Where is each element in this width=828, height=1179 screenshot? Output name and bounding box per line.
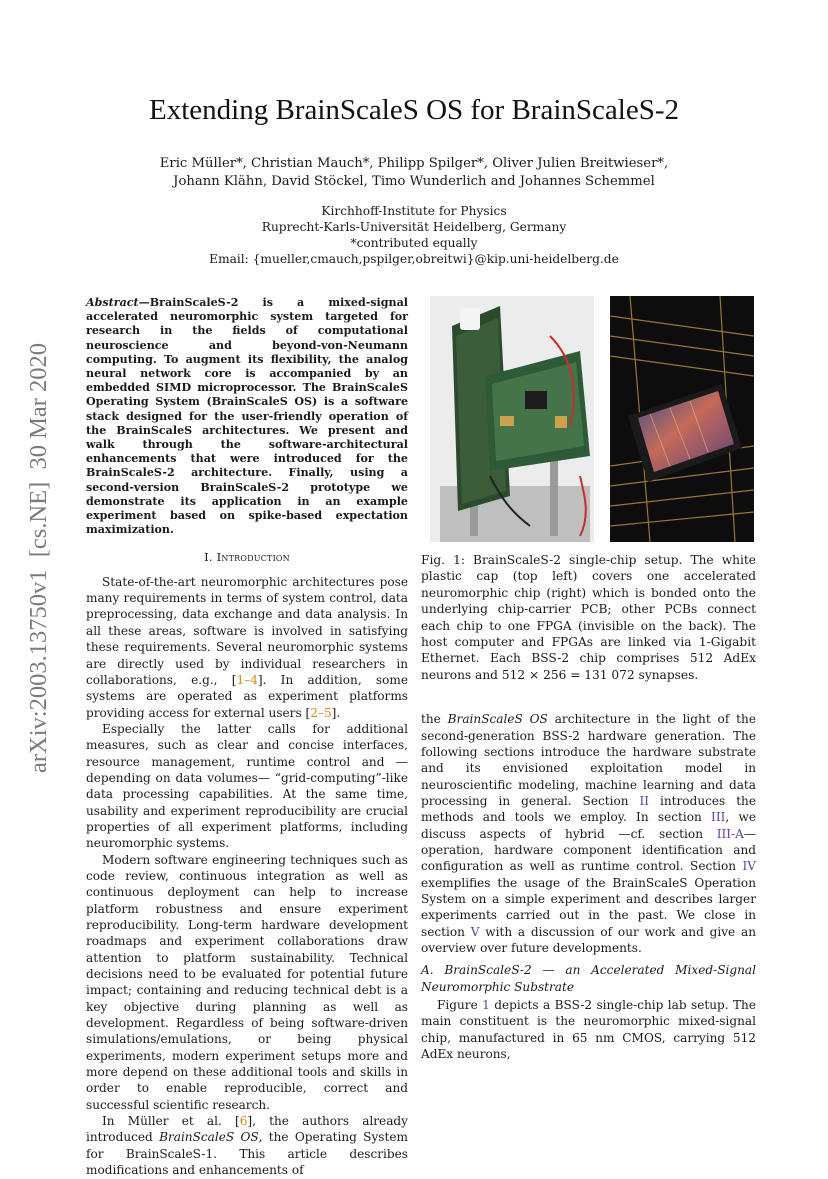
text-run: with a discussion of our work and give an overview over future developments. <box>421 924 756 956</box>
section-link[interactable]: V <box>470 924 480 939</box>
affiliation-university: Ruprecht-Karls-Universität Heidelberg, Germany <box>261 220 567 234</box>
contribution-note: *contributed equally <box>350 236 478 250</box>
text-run: architecture in the light of the second-generation BSS-2 hardware generation. The following sections introduce the hardware substrate and its envisioned exploitation model in neuroscientific modeling, machine learning and data processing in general. Section <box>421 712 756 808</box>
text-run: the <box>421 712 448 727</box>
citation-link[interactable]: 1–4 <box>236 672 258 687</box>
arxiv-stamp <box>16 285 56 775</box>
right-paragraph-1 <box>421 711 756 956</box>
paper-title: Extending BrainScaleS OS for BrainScaleS-2 <box>149 94 679 126</box>
text-run: Figure <box>437 998 483 1013</box>
right-column <box>421 296 756 1062</box>
intro-paragraph-4 <box>86 1113 408 1178</box>
figure-1-caption: Fig. 1: BrainScaleS-2 single-chip setup. The white plastic cap (top left) covers one accelerated neuromorphic chip (right) which is bonded onto the underlying chip-carrier PCB; other PCBs connect each chip to one FPGA (invisible on the back). The host computer and FPGAs are linked via 1-Gigabit Ethernet. Each BSS-2 chip comprises 512 AdEx neurons and 512 × 256 = 131 072 synapses. <box>421 553 756 682</box>
contact-email: Email: {mueller,cmauch,pspilger,obreitwi}@kip.uni-heidelberg.de <box>209 252 619 266</box>
text-run: ], the authors already introduced <box>86 1114 408 1145</box>
section-link[interactable]: II <box>639 793 650 808</box>
right-paragraph-2 <box>421 997 756 1062</box>
text-run: In Müller et al. [ <box>102 1114 240 1129</box>
text-run: exemplifies the usage of the BrainScaleS Operation System on a simple experiment and describes larger experiments carried out in the past. We close in section <box>421 875 756 939</box>
text-run-italic: BrainScaleS OS <box>447 712 548 727</box>
section-link[interactable]: III <box>711 810 726 825</box>
text-run: , we discuss aspects of hybrid —cf. section <box>421 810 756 841</box>
text-run: ]. <box>331 705 341 720</box>
left-column <box>86 296 408 1179</box>
abstract-label: Abstract <box>86 296 139 309</box>
text-run: State-of-the-art neuromorphic architectures pose many requirements in terms of system control, data preprocessing, data exchange and data analysis. In all these areas, software is involved in satisfying these requirements. Several neuromorphic systems are directly used by individual researchers in collaborations, e.g., [ <box>86 574 408 687</box>
section-number: I. <box>204 550 217 565</box>
text-run: introduces the methods and tools we employ. In section <box>421 793 757 825</box>
section-link[interactable]: III-A <box>716 826 744 841</box>
intro-paragraph-2: Especially the latter calls for additional measures, such as clear and concise interfaces, resource management, runtime control and —depending on data volumes— “grid-computing”-like data processing capabilities. At the same time, usability and experiment reproducibility are crucial properties of all experiment platforms, including neuromorphic systems. <box>86 721 408 851</box>
text-run: depicts a BSS-2 single-chip lab setup. The main constituent is the neuromorphic mixed-signal chip, manufactured in 65 nm CMOS, carrying 512 AdEx neurons, <box>421 998 756 1062</box>
section-link[interactable]: IV <box>742 859 756 874</box>
section-title: Introduction <box>216 550 290 565</box>
text-run-italic: BrainScaleS OS <box>159 1130 259 1145</box>
citation-link[interactable]: 6 <box>239 1114 248 1129</box>
affiliation-institute: Kirchhoff-Institute for Physics <box>321 204 507 218</box>
setup-photo-illustration <box>430 296 594 542</box>
text-run: , the Operating System for BrainScaleS-1. This article describes modifications and enhancements of <box>86 1130 408 1178</box>
intro-paragraph-1 <box>86 574 408 721</box>
subsection-heading: A. BrainScaleS-2 — an Accelerated Mixed-Signal Neuromorphic Substrate <box>421 963 756 994</box>
arxiv-identifier: arXiv:2003.13750v1 [cs.NE] 30 Mar 2020 <box>25 342 52 773</box>
citation-link[interactable]: 2–5 <box>310 705 332 720</box>
affiliation <box>0 203 828 267</box>
section-heading-introduction <box>86 549 408 565</box>
author-line-1: Eric Müller*, Christian Mauch*, Philipp Spilger*, Oliver Julien Breitwieser*, <box>159 156 669 171</box>
text-run: — operation, hardware component identification and configuration as well as runtime control. Section <box>421 826 756 874</box>
intro-paragraph-3: Modern software engineering techniques such as code review, continuous integration as well as continuous deployment can help to increase platform robustness and ensure experiment reproducibility. Long-term hardware development roadmaps and experiment collaborations draw attention to platform sustainability. Technical decisions need to be evaluated for potential future impact; containing and reducing technical debt is a key objective during planning as well as development. Regardless of being software-driven simulations/emulations, or being physical experiments, modern experiment setups more and more depend on these additional tools and skills in order to enable reproducible, correct and successful scientific research. <box>86 852 408 1112</box>
figure-1 <box>421 296 756 546</box>
setup-photo <box>430 296 594 542</box>
chip-photo-illustration <box>610 296 754 542</box>
chip-photo <box>610 296 754 542</box>
author-list <box>0 155 828 191</box>
author-line-2: Johann Klähn, David Stöckel, Timo Wunderlich and Johannes Schemmel <box>173 174 655 189</box>
text-run: ]. In addition, some systems are operated as experiment platforms providing access for external users [ <box>86 672 408 720</box>
spacer <box>421 683 756 711</box>
arxiv-stamp-svg <box>16 285 56 775</box>
abstract-text: —BrainScaleS-2 is a mixed-signal accelerated neuromorphic system targeted for research in the fields of computational neuroscience and beyond-von-Neumann computing. To augment its flexibility, the analog neural network core is accompanied by an embedded SIMD microprocessor. The BrainScaleS Operating System (BrainScaleS OS) is a software stack designed for the user-friendly operation of the BrainScaleS architectures. We present and walk through the software-architectural enhancements that were introduced for the BrainScaleS-2 architecture. Finally, using a second-version BrainScaleS-2 prototype we demonstrate its application in an example experiment based on spike-based expectation maximization. <box>86 296 408 537</box>
figure-link[interactable]: 1 <box>482 998 490 1013</box>
abstract <box>86 296 408 537</box>
